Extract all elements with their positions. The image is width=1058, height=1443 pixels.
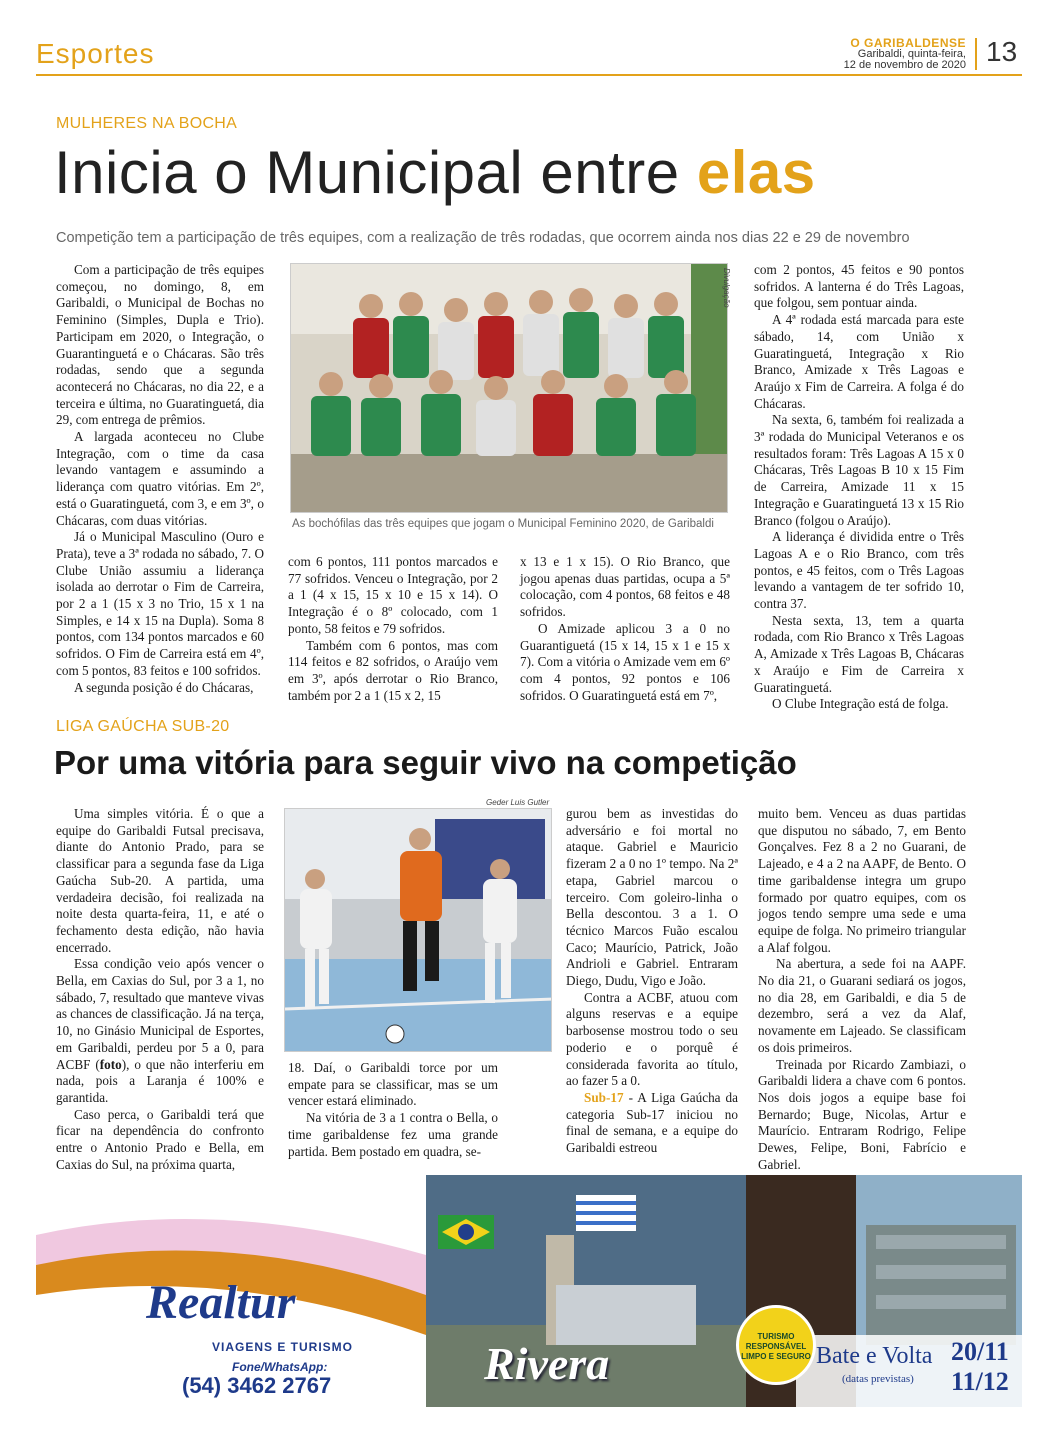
- story2-headline: Por uma vitória para seguir vivo na competição: [54, 744, 797, 781]
- headline-main: Inicia o Municipal entre: [54, 139, 680, 206]
- paragraph: A largada aconteceu no Clube Integração, com o time da casa levando vantagem e assumindo a liderança com quatro vitórias. Em 2º, está o Guaratinguetá, com 3, e em 3º, o Chácaras, com duas vitórias.: [56, 429, 264, 528]
- page-number-separator: [975, 38, 977, 70]
- paragraph: com 6 pontos, 111 pontos marcados e 77 sofridos. Venceu o Integração, por 2 a 1 (4 x 15, 15 x 10 e 15 x 14). O Integração é o 8º colocado, com 1 ponto, 58 feitos e 79 sofridos.: [288, 554, 498, 636]
- realtur-advertisement[interactable]: [36, 1175, 1022, 1407]
- paragraph: com 2 pontos, 45 feitos e 90 pontos sofridos. A lanterna é do Três Lagoas, que folgou, sem pontuar ainda.: [754, 262, 964, 311]
- headline-accent: elas: [696, 139, 816, 206]
- story1-column-2: [288, 554, 498, 704]
- paragraph: Também com 6 pontos, mas com 114 feitos e 82 sofridos, o Araújo vem em 3º, após derrotar o Rio Branco, também por 2 a 1 (15 x 2, 15: [288, 637, 498, 703]
- story2-column-3: [566, 806, 738, 1157]
- paragraph: O Clube Integração está de folga.: [772, 696, 949, 712]
- foto-reference: foto: [99, 1056, 122, 1072]
- paragraph: Já o Municipal Masculino (Ouro e Prata), teve a 3ª rodada no sábado, 7. O Clube União assumiu a liderança isolada ao derrotar o Fim de Carreira, por 2 a 1 (15 x 3 no Trio, 15 x 1 na Simples, e 14 x 15 na Dupla). Soma 8 pontos, com 134 pontos marcados e 60 sofridos. O Fim de Carreira está em 4º, com 5 pontos, 83 feitos e 100 sofridos.: [56, 529, 264, 678]
- paragraph: Na vitória de 3 a 1 contra o Bella, o time garibaldense fez uma grande partida. Bem postado em quadra, se-: [288, 1110, 498, 1159]
- paragraph: Contra a ACBF, atuou com alguns reservas e a equipe barbosense mostrou todo o seu poderio e o porquê é considerada favorita ao título, ao fazer 5 a 0.: [566, 989, 738, 1089]
- story1-column-3: [520, 554, 730, 704]
- photo-credit: Divulgação: [722, 268, 731, 308]
- paragraph: Sub-17 - A Liga Gaúcha da categoria Sub-17 iniciou no final de semana, e a equipe do Garibaldi estreou: [566, 1089, 738, 1156]
- paragraph: A liderança é dividida entre o Três Lagoas A e o Rio Branco, com três pontos, e 45 feitos, com o Três Lagoas levando a vantagem de ter sofrido 10, contra 37.: [754, 529, 964, 612]
- photo2-credit: Geder Luis Gutler: [486, 798, 550, 807]
- dates-note: (datas previstas): [842, 1373, 914, 1385]
- story1-deck: Competição tem a participação de três equipes, com a realização de três rodadas, que ocorrem ainda nos dias 22 e 29 de novembro: [56, 230, 910, 246]
- sub17-label: Sub-17: [584, 1089, 624, 1105]
- paragraph: Uma simples vitória. É o que a equipe do Garibaldi Futsal precisava, diante do Antonio Prado, para se classificar para a segunda fase da Liga Gaúcha Sub-20. A partida, uma verdadeira decisão, foi realizada na noite desta quarta-feira, 11, e até o fechamento desta edição, não havia encerrado.: [56, 806, 264, 955]
- trip-date-1: 20/11: [951, 1337, 1009, 1366]
- paragraph: Com a participação de três equipes começou, no domingo, 8, em Garibaldi, o Municipal de Bochas no Feminino (Simples, Dupla e Trio). Participam em 2020, o Integração, o Guarantinguetá e o Chácaras. São três rodadas, sendo que a segunda acontecerá no Chácaras, no dia 22, e a terceira e última, no Guaratinguetá, dia 29, com entrega de prêmios.: [56, 262, 264, 428]
- story2-kicker: LIGA GAÚCHA SUB-20: [56, 718, 230, 735]
- story2-column-1: [56, 806, 264, 1173]
- story2-column-2: [288, 1060, 498, 1160]
- date-line-2: 12 de novembro de 2020: [843, 59, 966, 71]
- paragraph: Na sexta, 6, também foi realizada a 3ª rodada do Municipal Veteranos e os resultados foram: Três Lagoas A 15 x 0 Chácaras, Três Lagoas B 10 x 15 Fim de Carreira, Amizade 11 x 15 Integração e Guaratinguetá 13 x 15 Rio Branco (folgou o Araújo).: [754, 412, 964, 528]
- section-name: Esportes: [36, 38, 155, 69]
- page-number: 13: [986, 36, 1018, 67]
- paragraph: 18. Daí, o Garibaldi torce por um empate para se classificar, mas se um vencer estará eliminado.: [288, 1060, 498, 1109]
- paragraph: muito bem. Venceu as duas partidas que disputou no sábado, 7, em Bento Gonçalves. Fez 8 a 2 no Guarani, de Lajeado, e 4 a 2 na AAPF, de Bento. O time garibaldense integra um grupo formado por quatro equipes, com os jogos tendo sempre uma sede e uma equipe de folga. No primeiro triangular a Alaf folgou.: [758, 806, 966, 955]
- futsal-photo: [284, 808, 552, 1052]
- realtur-tagline: VIAGENS E TURISMO: [212, 1340, 354, 1354]
- paragraph: Essa condição veio após vencer o Bella, em Caxias do Sul, por 3 a 1, no sábado, 7, resultado que manteve vivas as chances de classificação. Já na terça, 10, no Ginásio Municipal de Esportes, em Garibaldi, perdeu por 5 a 0, para ACBF (foto), o que não interferiu em nada, pois a Laranja é 100% e garantida.: [56, 956, 264, 1105]
- section-divider: [36, 74, 1022, 76]
- team-photo: [290, 263, 728, 513]
- publication-name: O GARIBALDENSE: [850, 36, 966, 50]
- trip-dates: [951, 1337, 1009, 1397]
- story1-kicker: MULHERES NA BOCHA: [56, 115, 238, 132]
- date-line-1: Garibaldi, quinta-feira,: [857, 48, 966, 60]
- realtur-logo-text: Realtur: [146, 1276, 296, 1329]
- responsible-tourism-seal: TURISMO RESPONSÁVEL LIMPO E SEGURO: [736, 1305, 816, 1385]
- phone-number[interactable]: (54) 3462 2767: [182, 1373, 332, 1398]
- paragraph: Caso perca, o Garibaldi terá que ficar na dependência do confronto entre o Antonio Prado e Bella, em Caxias do Sul, na próxima quarta,: [56, 1106, 264, 1172]
- story1-column-1: [56, 262, 264, 696]
- paragraph: Nesta sexta, 13, tem a quarta rodada, com Rio Branco x Três Lagoas A, Amizade x Três Lagoas B, Chácaras x Araújo e Fim de Carreira x Guaratinguetá.: [754, 612, 964, 695]
- masthead: [844, 38, 966, 71]
- phone-label: Fone/WhatsApp:: [232, 1360, 328, 1374]
- futsal-photo-illustration: [285, 809, 552, 1052]
- paragraph: A 4ª rodada está marcada para este sábado, 14, com União x Guaratinguetá, Integração x Rio Branco, Amizade x Três Lagoas e Araújo x Fim de Carreira. A folga é do Chácaras.: [754, 312, 964, 411]
- story1-headline: [54, 138, 816, 207]
- team-photo-illustration: [291, 264, 728, 513]
- trip-type: Bate e Volta: [816, 1343, 933, 1369]
- trip-date-2: 11/12: [951, 1367, 1009, 1396]
- story2-column-4: [758, 806, 966, 1173]
- story1-column-4: [754, 262, 964, 713]
- paragraph: Treinada por Ricardo Zambiazi, o Garibaldi lidera a chave com 6 pontos. Nos dois jogos a equipe base foi Bernardo; Buge, Nicolas, Artur e Maurício. Entraram Rodrigo, Felipe Dewes, Felipe, Boni, Fabrício e Gabriel.: [758, 1056, 966, 1172]
- paragraph: Na abertura, a sede foi na AAPF. No dia 21, o Guarani sediará os jogos, no dia 28, em Garibaldi, e dia 5 de dezembro, será a vez da Alaf, novamente em Lajeado. Se classificam os dois primeiros.: [758, 956, 966, 1055]
- paragraph: gurou bem as investidas do adversário e foi mortal no ataque. Gabriel e Mauricio fizeram 2 a 0 no 1º tempo. Na 2ª etapa, Gabriel marcou o terceiro. Com goleiro-linha o Bella descontou. 3 a 1. O técnico Marcos Fuão escalou Caco; Maurício, Patrick, João Andrioli e Gabriel. Entraram Diego, Dudu, Vigo e João.: [566, 806, 738, 989]
- destination-text: Rivera: [484, 1338, 610, 1389]
- paragraph: O Amizade aplicou 3 a 0 no Guarantiguetá (15 x 14, 15 x 1 e 15 x 7). Com a vitória o Amizade vem em 6º com 4 pontos, 92 pontos e 106 sofridos. O Guaratinguetá está em 7º,: [520, 620, 730, 703]
- photo-caption: As bochófilas das três equipes que jogam o Municipal Feminino 2020, de Garibaldi: [292, 518, 714, 530]
- paragraph: A segunda posição é do Chácaras,: [74, 679, 254, 695]
- paragraph: x 13 e 1 x 15). O Rio Branco, que jogou apenas duas partidas, ocupa a 5ª colocação, com 4 pontos, 68 feitos e 48 sofridos.: [520, 554, 730, 620]
